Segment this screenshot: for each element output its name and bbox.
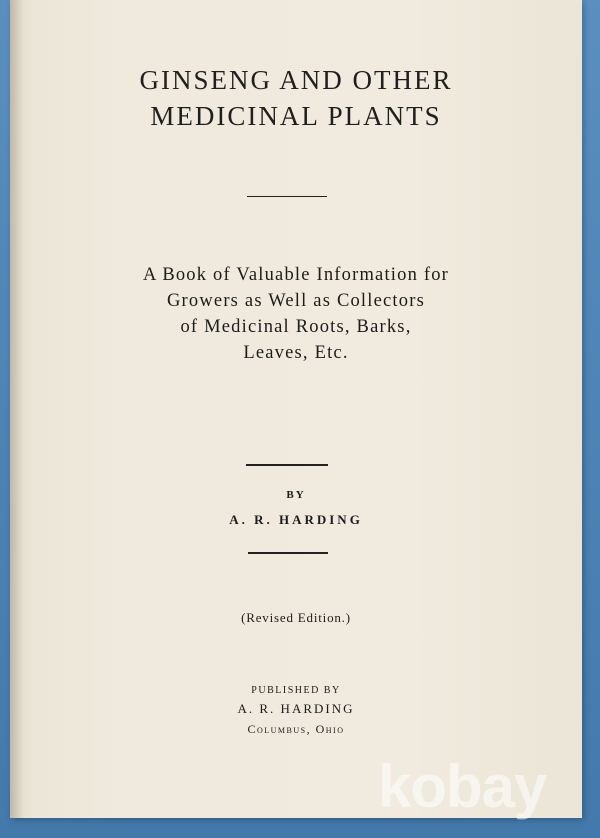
publisher-city: Columbus, Ohio [247, 722, 345, 736]
kobay-watermark: kobay [378, 753, 547, 820]
subtitle-line-1: A Book of Valuable Information for [142, 265, 450, 285]
book-title-line-2: MEDICINAL PLANTS [150, 101, 442, 131]
edition-note: (Revised Edition.) [241, 610, 351, 625]
subtitle-line-4: Leaves, Etc. [243, 343, 349, 363]
by-label: BY [286, 489, 306, 501]
publisher-block [10, 684, 582, 738]
byline-top-divider [246, 464, 328, 466]
title-divider [247, 196, 327, 197]
subtitle-line-3: of Medicinal Roots, Barks, [180, 317, 412, 337]
published-by-label: PUBLISHED BY [251, 685, 341, 696]
title-page [10, 0, 582, 818]
subtitle-line-2: Growers as Well as Collectors [166, 291, 425, 311]
byline-bottom-divider [248, 552, 328, 554]
publisher-name: A. R. HARDING [237, 701, 355, 716]
author-name: A. R. HARDING [229, 512, 363, 527]
book-subtitle [10, 262, 582, 366]
book-title [10, 62, 582, 134]
book-title-line-1: GINSENG AND OTHER [139, 65, 453, 95]
